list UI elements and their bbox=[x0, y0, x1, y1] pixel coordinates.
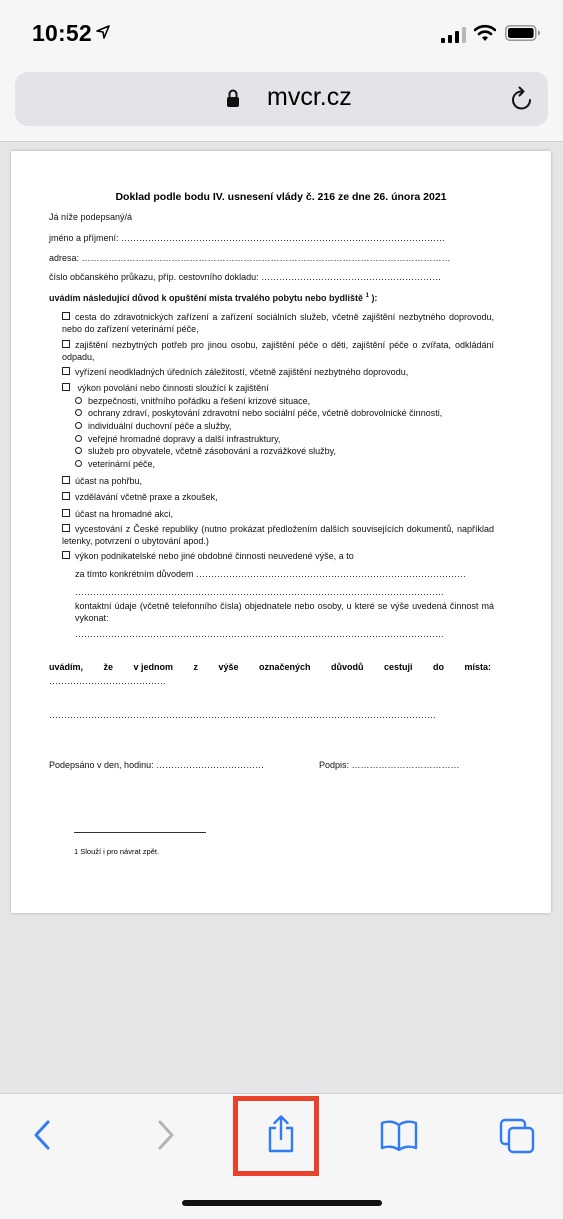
location-arrow-icon bbox=[96, 25, 110, 39]
destination-word: výše bbox=[218, 662, 239, 672]
reason-heading-end: ): bbox=[371, 293, 378, 303]
dots-line: ………………………………………………………………………………………………………………… bbox=[49, 710, 436, 720]
checkbox-icon bbox=[62, 367, 70, 375]
status-bar bbox=[0, 0, 563, 64]
destination-word: místa: bbox=[464, 662, 491, 672]
sub-option-item bbox=[75, 420, 231, 432]
specific-reason-line: za tímto konkrétním důvodem ……………………………………………………………………………… bbox=[75, 569, 467, 579]
id-field-line: číslo občanského průkazu, příp. cestovního dokladu: …………………………………………………… bbox=[49, 272, 442, 282]
destination-word: označených bbox=[259, 662, 311, 672]
circle-bullet-icon bbox=[75, 447, 82, 454]
option-item bbox=[62, 366, 408, 378]
destination-word: cestuji bbox=[384, 662, 413, 672]
destination-line bbox=[49, 662, 491, 672]
checkbox-icon bbox=[62, 551, 70, 559]
sub-option-label: bezpečnosti, vnitřního pořádku a řešení krizové situace, bbox=[88, 396, 311, 406]
option-label: vzdělávání včetně praxe a zkoušek, bbox=[75, 492, 218, 502]
destination-word: uvádím, bbox=[49, 662, 84, 672]
option-label: účast na pohřbu, bbox=[75, 476, 143, 486]
name-field-line: jméno a příjmení: ……………………………………………………………………………………………… bbox=[49, 233, 446, 243]
option-label: cesta do zdravotnických zařízení a zařízení sociálních služeb, včetně zajištění nezbytného doprovodu, nebo do zařízení veterinární péče, bbox=[62, 312, 494, 334]
reason-heading-text: uvádím následující důvod k opuštění místa trvalého pobytu nebo bydliště bbox=[49, 293, 364, 303]
circle-bullet-icon bbox=[75, 409, 82, 416]
destination-word: důvodů bbox=[331, 662, 364, 672]
sub-option-label: služeb pro obyvatele, včetně zásobování a rozvážkové služby, bbox=[88, 446, 336, 456]
option-label: účast na hromadné akci, bbox=[75, 509, 174, 519]
signature-line: Podpis: ……………………………… bbox=[319, 760, 460, 770]
tabs-icon[interactable] bbox=[499, 1118, 537, 1154]
circle-bullet-icon bbox=[75, 460, 82, 467]
url-text[interactable]: mvcr.cz bbox=[267, 83, 352, 111]
destination-word: do bbox=[433, 662, 444, 672]
document-page[interactable] bbox=[11, 151, 551, 913]
reason-heading bbox=[49, 290, 377, 304]
checkbox-icon bbox=[62, 383, 70, 391]
option-item bbox=[62, 339, 494, 363]
option-item bbox=[62, 491, 218, 503]
status-time: 10:52 bbox=[32, 20, 92, 46]
sub-option-item bbox=[75, 433, 280, 445]
option-item bbox=[62, 311, 494, 335]
share-highlight-box bbox=[233, 1096, 319, 1176]
option-item bbox=[62, 382, 269, 394]
option-label: vycestování z České republiky (nutno prokázat předložením dalších souvisejících dokumentů, například letenky, potvrzení o ubytování apod.) bbox=[62, 524, 494, 546]
sub-option-label: veterinární péče, bbox=[88, 459, 156, 469]
intro-text: Já níže podepsaný/á bbox=[49, 212, 133, 222]
sub-option-label: veřejné hromadné dopravy a další infrastruktury, bbox=[88, 434, 281, 444]
footnote-divider bbox=[74, 832, 206, 833]
footnote-text: 1 Slouží i pro návrat zpět. bbox=[74, 847, 160, 856]
checkbox-icon bbox=[62, 312, 70, 320]
lock-icon bbox=[226, 88, 240, 108]
book-icon[interactable] bbox=[380, 1119, 418, 1151]
option-item bbox=[62, 550, 354, 562]
cellular-signal-icon bbox=[441, 27, 467, 43]
address-field-line: adresa: …………………………………………………………………………………………………………… bbox=[49, 253, 451, 263]
option-item bbox=[62, 475, 142, 487]
checkbox-icon bbox=[62, 340, 70, 348]
circle-bullet-icon bbox=[75, 422, 82, 429]
option-item bbox=[62, 508, 173, 520]
sub-option-item bbox=[75, 458, 155, 470]
checkbox-icon bbox=[62, 476, 70, 484]
sub-option-label: ochrany zdraví, poskytování zdravotní nebo sociální péče, včetně dobrovolnické činnosti, bbox=[88, 408, 443, 418]
destination-dots: ………………………………… bbox=[49, 676, 166, 686]
contact-text: kontaktní údaje (včetně telefonního čísla) objednatele nebo osoby, u které se výše uvedená činnost má vykonat: bbox=[75, 601, 494, 623]
address-bar[interactable] bbox=[15, 72, 548, 126]
option-label: vyřízení neodkladných úředních záležitostí, včetně zajištění nezbytného doprovodu, bbox=[75, 367, 409, 377]
option-label: výkon povolání nebo činnosti sloužící k zajištění bbox=[75, 383, 269, 393]
sub-option-item bbox=[75, 445, 336, 457]
battery-icon bbox=[505, 25, 541, 41]
destination-word: z bbox=[193, 662, 198, 672]
checkbox-icon bbox=[62, 492, 70, 500]
sub-option-item bbox=[75, 395, 310, 407]
chevron-left-icon[interactable] bbox=[30, 1120, 56, 1150]
circle-bullet-icon bbox=[75, 435, 82, 442]
dots-line: …………………………………………………………………………………………………………… bbox=[75, 629, 444, 639]
destination-word: v jednom bbox=[133, 662, 174, 672]
option-item bbox=[62, 523, 494, 547]
home-indicator bbox=[182, 1200, 382, 1206]
wifi-icon bbox=[474, 24, 496, 42]
sub-option-label: individuální duchovní péče a služby, bbox=[88, 421, 232, 431]
circle-bullet-icon bbox=[75, 397, 82, 404]
checkbox-icon bbox=[62, 524, 70, 532]
footnote-mark: 1 bbox=[365, 293, 369, 299]
dots-line: …………………………………………………………………………………………………………… bbox=[75, 587, 444, 597]
chevron-right-icon[interactable] bbox=[152, 1120, 178, 1150]
browser-header bbox=[0, 64, 563, 142]
option-label: výkon podnikatelské nebo jiné obdobné činnosti neuvedené výše, a to bbox=[75, 551, 354, 561]
option-label: zajištění nezbytných potřeb pro jinou osobu, zajištění péče o děti, zajištění péče o zvířata, odkládání odpadu, bbox=[62, 340, 494, 362]
document-title: Doklad podle bodu IV. usnesení vlády č. 216 ze dne 26. února 2021 bbox=[115, 191, 447, 203]
reload-icon[interactable] bbox=[510, 86, 534, 112]
destination-word: že bbox=[103, 662, 114, 672]
bottom-toolbar bbox=[0, 1093, 563, 1219]
sub-option-item bbox=[75, 407, 442, 419]
checkbox-icon bbox=[62, 509, 70, 517]
signed-line: Podepsáno v den, hodinu: ……………………………… bbox=[49, 760, 265, 770]
